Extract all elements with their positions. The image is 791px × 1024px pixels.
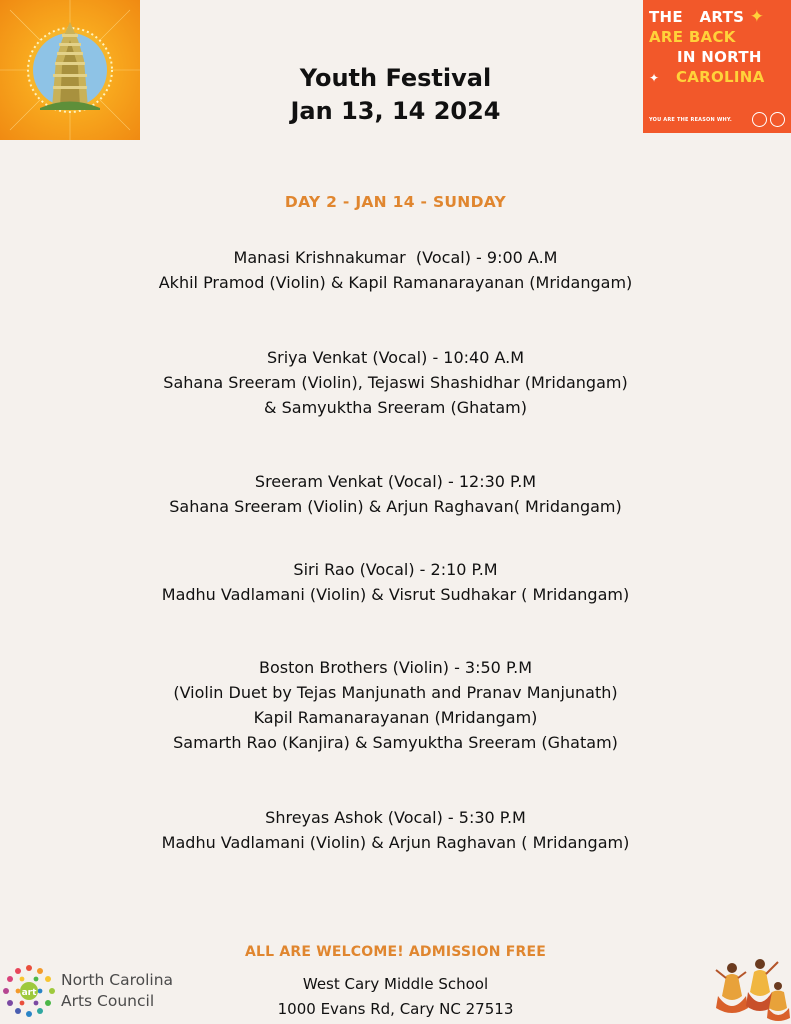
day-heading: DAY 2 - JAN 14 - SUNDAY xyxy=(284,193,507,211)
performance-block xyxy=(0,469,791,519)
performance-line: (Violin Duet by Tejas Manjunath and Pranav Manjunath) xyxy=(173,683,618,702)
badge-line-2: ARE BACK xyxy=(649,28,736,46)
ncac-name-line-1: North Carolina xyxy=(61,971,174,989)
badge-line-1: THE ARTS ✦ xyxy=(649,7,765,27)
dancers-illustration-icon xyxy=(712,956,791,1024)
badge-line-4: ✦ CAROLINA xyxy=(649,68,765,86)
performance-line: Sahana Sreeram (Violin), Tejaswi Shashidhar (Mridangam) xyxy=(163,373,628,392)
performance-line: Samarth Rao (Kanjira) & Samyuktha Sreeram (Ghatam) xyxy=(173,733,618,752)
dancers-illustration xyxy=(712,956,791,1024)
badge-line-3: IN NORTH xyxy=(677,48,762,66)
title-line-2: Jan 13, 14 2024 xyxy=(290,97,501,125)
performance-line: Manasi Krishnakumar (Vocal) - 9:00 A.M xyxy=(233,248,558,267)
performance-block xyxy=(0,557,791,607)
performance-block xyxy=(0,805,791,855)
performance-line: Madhu Vadlamani (Violin) & Visrut Sudhakar ( Mridangam) xyxy=(161,585,630,604)
performance-line: Boston Brothers (Violin) - 3:50 P.M xyxy=(259,658,532,677)
venue-name: West Cary Middle School xyxy=(302,975,489,993)
performance-block xyxy=(0,345,791,420)
venue-address: 1000 Evans Rd, Cary NC 27513 xyxy=(277,1000,514,1018)
performance-line: Siri Rao (Vocal) - 2:10 P.M xyxy=(293,560,498,579)
welcome-banner: ALL ARE WELCOME! ADMISSION FREE xyxy=(245,944,546,960)
ncac-name-line-2: Arts Council xyxy=(61,992,155,1010)
performance-line: Sahana Sreeram (Violin) & Arjun Raghavan( Mridangam) xyxy=(169,497,622,516)
nc-arts-council-logo xyxy=(0,958,185,1024)
performance-block xyxy=(0,245,791,295)
nc-arts-council-logo-icon xyxy=(2,964,56,1018)
performance-line: & Samyuktha Sreeram (Ghatam) xyxy=(264,398,527,417)
performance-line: Sriya Venkat (Vocal) - 10:40 A.M xyxy=(266,348,525,367)
performance-line: Sreeram Venkat (Vocal) - 12:30 P.M xyxy=(254,472,537,491)
page-title xyxy=(0,62,791,128)
performance-block xyxy=(0,655,791,755)
sparkle-icon: ✦ xyxy=(749,7,765,27)
badge-tagline: YOU ARE THE REASON WHY. xyxy=(649,117,733,123)
performance-line: Shreyas Ashok (Vocal) - 5:30 P.M xyxy=(265,808,526,827)
performance-line: Akhil Pramod (Violin) & Kapil Ramanarayanan (Mridangam) xyxy=(158,273,633,292)
performance-line: Madhu Vadlamani (Violin) & Arjun Raghavan ( Mridangam) xyxy=(161,833,630,852)
svg-text:art: art xyxy=(21,988,37,998)
performance-line: Kapil Ramanarayanan (Mridangam) xyxy=(253,708,538,727)
title-line-1: Youth Festival xyxy=(299,64,492,92)
